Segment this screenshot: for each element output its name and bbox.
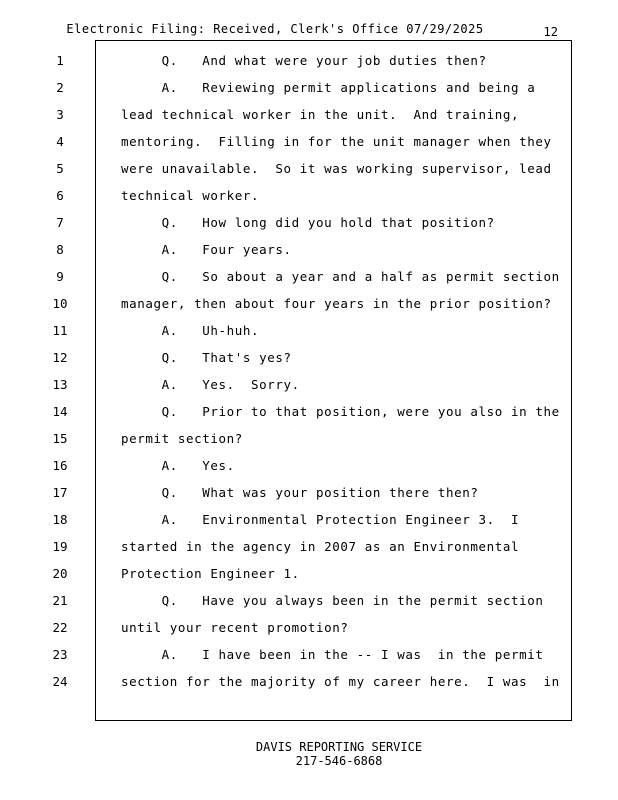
line-number: 7 (56, 215, 64, 230)
transcript-line (0, 47, 618, 74)
transcript-line (0, 560, 618, 587)
transcript-line (0, 668, 618, 695)
line-number: 12 (52, 350, 68, 365)
transcript-line (0, 506, 618, 533)
line-text: Q. How long did you hold that position? (121, 215, 495, 230)
line-text: A. Yes. (121, 458, 235, 473)
transcript-line (0, 398, 618, 425)
line-number: 10 (52, 296, 68, 311)
line-number: 18 (52, 512, 68, 527)
line-number: 1 (56, 53, 64, 68)
transcript-line (0, 101, 618, 128)
line-text: Q. And what were your job duties then? (121, 53, 487, 68)
page-number: 12 (543, 25, 558, 39)
transcript-line (0, 128, 618, 155)
transcript-line (0, 587, 618, 614)
transcript-line (0, 425, 618, 452)
transcript-line (0, 479, 618, 506)
line-text: Q. Prior to that position, were you also in the (121, 404, 560, 419)
line-number: 20 (52, 566, 68, 581)
line-number: 5 (56, 161, 64, 176)
line-number: 21 (52, 593, 68, 608)
line-number: 23 (52, 647, 68, 662)
line-text: Q. Have you always been in the permit section (121, 593, 544, 608)
line-text: lead technical worker in the unit. And training, (121, 107, 520, 122)
transcript-line (0, 533, 618, 560)
line-text: permit section? (121, 431, 243, 446)
line-text: manager, then about four years in the prior position? (121, 296, 552, 311)
line-number: 16 (52, 458, 68, 473)
line-text: A. Reviewing permit applications and being a (121, 80, 536, 95)
line-number: 2 (56, 80, 64, 95)
line-number: 4 (56, 134, 64, 149)
line-text: mentoring. Filling in for the unit manager when they (121, 134, 552, 149)
line-text: A. Uh-huh. (121, 323, 260, 338)
line-number: 11 (52, 323, 68, 338)
line-text: Q. So about a year and a half as permit section (121, 269, 560, 284)
line-text: A. Environmental Protection Engineer 3. I (121, 512, 520, 527)
line-number: 8 (56, 242, 64, 257)
line-text: Q. What was your position there then? (121, 485, 479, 500)
transcript-line (0, 182, 618, 209)
transcript-line (0, 371, 618, 398)
transcript-line (0, 614, 618, 641)
line-text: section for the majority of my career here. I was in (121, 674, 560, 689)
line-number: 6 (56, 188, 64, 203)
line-text: A. I have been in the -- I was in the permit (121, 647, 544, 662)
transcript-line (0, 155, 618, 182)
footer-phone: 217-546-6868 (295, 754, 383, 768)
line-text: until your recent promotion? (121, 620, 349, 635)
filing-stamp: Electronic Filing: Received, Clerk's Office 07/29/2025 (66, 22, 484, 36)
line-number: 19 (52, 539, 68, 554)
line-text: started in the agency in 2007 as an Environmental (121, 539, 520, 554)
line-text: Q. That's yes? (121, 350, 292, 365)
transcript-line (0, 344, 618, 371)
line-number: 24 (52, 674, 68, 689)
footer-company: DAVIS REPORTING SERVICE (255, 740, 423, 754)
line-number: 22 (52, 620, 68, 635)
line-number: 9 (56, 269, 64, 284)
transcript-line (0, 236, 618, 263)
line-text: technical worker. (121, 188, 260, 203)
line-number: 13 (52, 377, 68, 392)
transcript-line (0, 74, 618, 101)
transcript-line (0, 209, 618, 236)
transcript-line (0, 641, 618, 668)
footer (30, 740, 618, 768)
line-text: A. Yes. Sorry. (121, 377, 300, 392)
line-text: were unavailable. So it was working supervisor, lead (121, 161, 552, 176)
line-text: Protection Engineer 1. (121, 566, 300, 581)
transcript-line (0, 263, 618, 290)
line-text: A. Four years. (121, 242, 292, 257)
line-number: 3 (56, 107, 64, 122)
line-number: 17 (52, 485, 68, 500)
line-number: 15 (52, 431, 68, 446)
transcript-line (0, 290, 618, 317)
transcript-line (0, 317, 618, 344)
transcript-line (0, 452, 618, 479)
line-number: 14 (52, 404, 68, 419)
